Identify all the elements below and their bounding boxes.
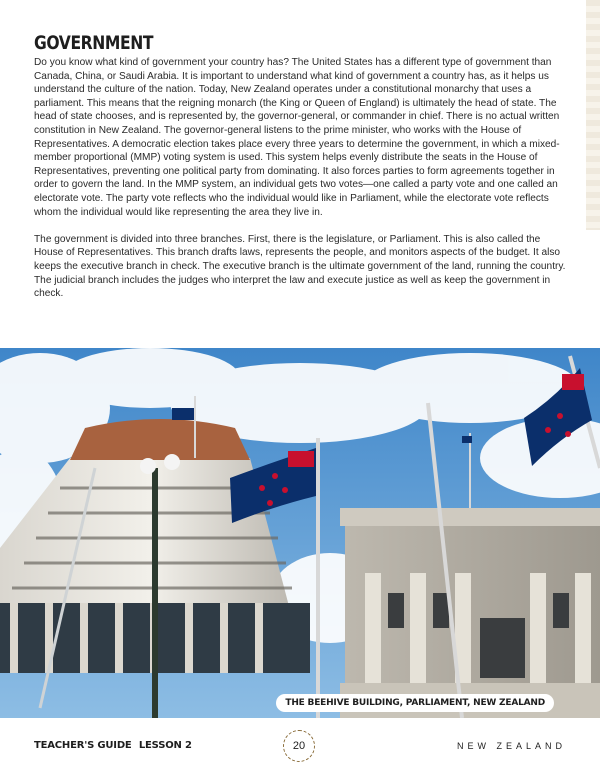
- teachers-guide-label: TEACHER'S GUIDE: [34, 740, 132, 751]
- page-number: 20: [283, 730, 315, 762]
- parliament-house: [340, 508, 600, 718]
- paragraph-1: Do you know what kind of government your country has? The United States has a different type of government than Canada, China, or Saudi Arabia. It is important to understand what kind of government a country has, as it helps us understand the culture of the nation. Today, New Zealand operates under a constitutional monarchy that uses a parliament. This means that the reigning monarch (the King or Queen of England) is ultimately the head of state. The head of state chooses, and is represented by, the governor-general, or commander in chief. There is no actual written constitution in New Zealand. The governor-general listens to the prime minister, who works with the House of Representatives. A democratic election takes place every three years to determine the government, in which a mixed-member proportional (MMP) voting system is used. This system helps evenly distribute the seats in the House of Representatives, preventing one political party from dominating. It also forces parties to form agreements together in order to govern the land. In the MMP system, an individual gets two votes—one called a party vote and one called an electorate vote. The party vote reflects who the individual would like in Parliament, while the electorate vote reflects whom the individual would like representing the area they live in.: [34, 57, 560, 218]
- photo-caption: THE BEEHIVE BUILDING, PARLIAMENT, NEW ZEALAND: [276, 694, 554, 712]
- page-title: GOVERNMENT: [34, 32, 154, 54]
- footer-guide-label: [34, 740, 192, 751]
- footer-country: NEW ZEALAND: [456, 741, 566, 751]
- page-footer: [0, 718, 600, 776]
- paragraph-2: The government is divided into three branches. First, there is the legislature, or Parliament. This is also called the House of Representatives. This branch drafts laws, represents the people, and monitors aspects of the budget. It also keeps the executive branch in check. The executive branch is the ultimate government of the land, running the country. The judicial branch includes the judges who interpret the law and execute justice as well as keep the government in check.: [34, 233, 566, 300]
- lesson-label: LESSON 2: [138, 740, 192, 751]
- beehive-illustration: [0, 348, 600, 718]
- decorative-edge-bar: [586, 0, 600, 230]
- beehive-photo: [0, 348, 600, 718]
- article: [34, 32, 566, 301]
